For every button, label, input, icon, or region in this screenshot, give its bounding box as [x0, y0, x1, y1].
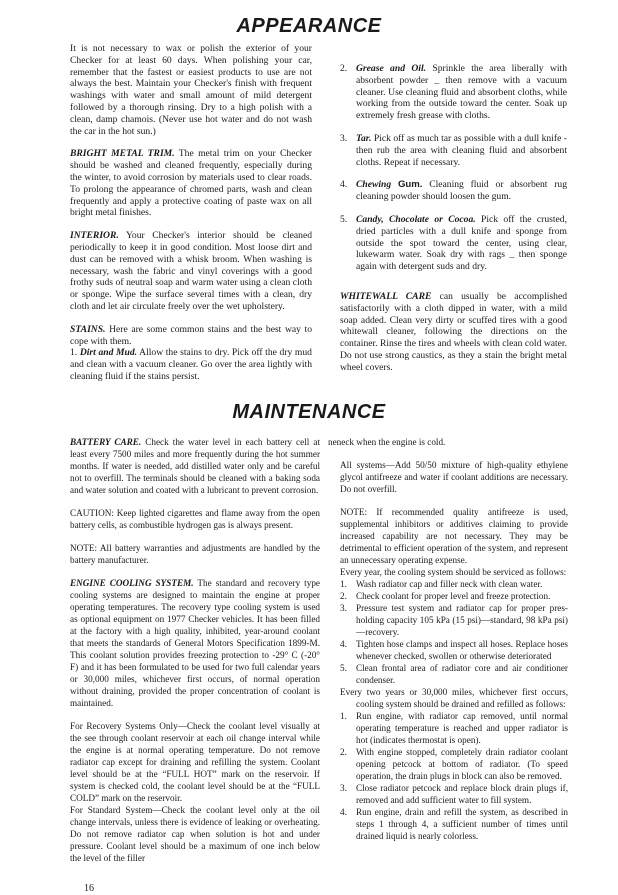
whitewall-lead: WHITEWALL CARE — [340, 290, 432, 302]
stain-lead: Candy, Chocolate or Cocoa. — [356, 213, 476, 225]
item-num: 2. — [340, 746, 347, 757]
cooling-paragraph — [70, 577, 320, 709]
stain-text: Sprinkle the area liberally with absorbent powder _ then remove with a vacuum cleaner. Use cleaning fluid and absorbent cloths, while working from the outside toward the center. Soak up extremely fresh grease with cloths. — [356, 63, 568, 122]
item-num: 2. — [340, 590, 347, 601]
item-text: Pressure test system and radiator cap for proper pres-holding capacity 105 kPa (15 psi)—standard, 98 kPa psi)—recovery. — [356, 602, 568, 637]
stain-item-1 — [70, 347, 312, 382]
whitewall-text: can usually be accomplished satisfactorily with a cloth dipped in water, with a mild soap added. Clean very dirty or scuffed tires with a good whitewall cleaner, following the directions on the container. Rinse the tires and wheels with clean cold water. Do not use strong caustics, as they a stain the bright metal wheel covers. — [340, 290, 567, 373]
item-num: 3. — [340, 602, 347, 613]
page-number: 16 — [84, 882, 94, 894]
maintenance-right-column — [328, 436, 568, 842]
interior-lead: INTERIOR. — [70, 230, 119, 242]
battery-paragraph — [70, 436, 320, 496]
item-text: Close radiator petcock and replace block drain plugs if, removed and add sufficient water to fill system. — [356, 782, 568, 805]
yearly-item — [340, 662, 568, 686]
interior-paragraph — [70, 230, 312, 313]
item-text: Run engine, with radiator cap removed, until normal operating temperature is reached and upper radiator is hot (indicates thermostat is open). — [356, 710, 568, 745]
stain-item-2 — [340, 63, 567, 122]
standard-paragraph: For Standard System—Check the coolant level only at the oil change intervals, unless there is evidence of leaking or overheating. Do not remove radiator cap when solution is hot and under pressure. Coolant level should be a maximum of one inch below the level of the filler — [70, 804, 320, 863]
stain-num: 3. — [340, 132, 348, 144]
item-num: 5. — [340, 662, 347, 673]
item-num: 4. — [340, 806, 347, 817]
interior-text: Your Checker's interior should be cleaned periodically to keep it in good condition. Most loose dirt and dust can be removed with a whisk broom. When washing is necessary, wash the fabric and vinyl coverings with a good frothy suds of neutral soap and warm water using a clean cloth or sponge. Wipe the surface several times with a clean, dry cloth and let air circulate freely over the wet upholstery. — [70, 230, 312, 312]
stain-text: Pick off as much tar as possible with a dull knife -then rub the area with cleaning fluid and absorbent cloths. Repeat if necessary. — [356, 132, 567, 168]
stain-item-4 — [340, 179, 567, 203]
stain-text: Cleaning fluid or absorbent rug cleaning powder should loosen the gum. — [356, 179, 568, 203]
item-num: 3. — [340, 782, 347, 793]
stain-text: Allow the stains to dry. Pick off the dry mud and clean with a vacuum cleaner. Go over the area lightly with cleaning fluid if the stains persist. — [70, 347, 312, 382]
all-systems-paragraph: All systems—Add 50/50 mixture of high-quality ethylene glycol antifreeze and water if coolant additions are necessary. Do not overfill. — [340, 459, 568, 494]
yearly-item — [340, 578, 568, 590]
maintenance-right-lists — [328, 506, 568, 842]
maintenance-heading: MAINTENANCE — [232, 400, 386, 423]
twoyear-item — [340, 746, 568, 782]
stain-lead: Dirt and Mud. — [79, 347, 138, 359]
twoyear-item — [340, 710, 568, 746]
stain-lead-gum: Gum. — [397, 179, 423, 191]
item-text: Run engine, drain and refill the system, as described in steps 1 through 4, a sufficient number of times until drained liquid is nearly colorless. — [356, 806, 568, 841]
stains-lead: STAINS. — [70, 323, 106, 335]
stain-num: 5. — [340, 213, 348, 225]
twoyear-intro: Every two years or 30,000 miles, whichever first occurs, cooling system should be drained and refilled as follows: — [340, 686, 568, 709]
standard-continued: neneck when the engine is cold. — [328, 436, 446, 447]
whitewall-paragraph — [340, 291, 567, 374]
yearly-intro: Every year, the cooling system should be serviced as follows: — [340, 566, 567, 577]
item-text: Clean frontal area of radiator core and air conditioner condenser. — [356, 662, 568, 685]
intro-paragraph: It is not necessary to wax or polish the exterior of your Checker for at least 60 days. When polishing your car, remember that the fastest or easiest products to use are not always the best. Maintain your Checker's finish with frequent washings with water and small amount of mild detergent followed by a thorough rinsing. Dry to a high polish with a clean, damp chamois. (Never use hot water and do not wash the car in the hot sun.) — [70, 43, 312, 137]
stain-lead: Tar. — [356, 132, 372, 144]
caution-paragraph: CAUTION: Keep lighted cigarettes and flame away from the open battery cells, as combustible hydrogen gas is always present. — [70, 507, 320, 530]
stain-lead: Grease and Oil. — [356, 63, 427, 74]
appearance-section — [0, 43, 618, 394]
stain-num: 1. — [70, 347, 78, 359]
yearly-item — [340, 638, 568, 662]
maintenance-section — [0, 436, 618, 875]
stains-text: Here are some common stains and the best way to cope with them. — [70, 323, 312, 347]
item-text: With engine stopped, completely drain radiator coolant opening petcock at bottom of radiator. (To speed operation, the drain plugs in block can also be removed. — [356, 746, 568, 781]
battery-text: Check the water level in each battery cell at least every 7500 miles and more frequently during the hot summer months. If water is needed, add distilled water only and be careful not to overfill. The terminals should be cleaned with a baking soda and water solution and coated with a lubricant to prevent corrosion. — [70, 436, 320, 495]
item-num: 4. — [340, 638, 347, 649]
stain-num: 4. — [340, 179, 348, 191]
appearance-heading: APPEARANCE — [236, 15, 382, 37]
twoyear-item — [340, 806, 568, 842]
battery-lead: BATTERY CARE. — [70, 436, 142, 447]
antifreeze-note: NOTE: If recommended quality antifreeze is used, supplemental inhibitors or additives claiming to provide increased capability are not necessary. They may be detrimental to efficient operation of the system, and represent an unnecessary operating expense. — [340, 506, 568, 565]
battery-note: NOTE: All battery warranties and adjustments are handled by the battery manufacturer. — [70, 542, 320, 565]
cooling-text: The standard and recovery type cooling systems are designed to maintain the engine at proper operating temperatures. The recovery type cooling system is used as optional equipment on 1977 Checker vehicles. It has been filled at the factory with a high quality, inhibited, year-around coolant that meets the standards of General Motors Specification 1899-M. This coolant solution provides freezing protection to -29° C (-20° F) and it has been formulated to be used for two full calendar years or 30,000 miles, whichever first occurs, of normal operation without draining, provided the proper concentration of coolant is maintained. — [70, 577, 320, 708]
stain-num: 2. — [340, 63, 348, 74]
yearly-list — [340, 578, 568, 686]
maintenance-left-column — [70, 436, 320, 875]
stains-paragraph — [70, 324, 312, 348]
trim-lead: BRIGHT METAL TRIM. — [70, 148, 175, 160]
item-num: 1. — [340, 578, 347, 589]
yearly-item — [340, 602, 568, 638]
yearly-item — [340, 590, 568, 602]
stain-text: Pick off the crusted, dried particles with a dull knife and sponge from outside the spot toward the center, using clear, lukewarm water. Soak dry with rags _ then sponge again with detergent suds and dry. — [356, 213, 567, 273]
cooling-lead: ENGINE COOLING SYSTEM. — [70, 577, 194, 588]
trim-text: The metal trim on your Checker should be washed and cleaned frequently, especially during the winter, to avoid corrosion by materials used to clear roads. To prolong the appearance of chromed parts, wash and clean frequently and apply a protective coating of paste wax on all bright metal finishes. — [70, 148, 312, 219]
stain-item-5 — [340, 214, 567, 273]
appearance-right-column — [340, 63, 567, 385]
twoyear-item — [340, 782, 568, 806]
item-text: Check coolant for proper level and freeze protection. — [356, 590, 551, 601]
stain-item-3 — [340, 133, 567, 168]
stain-lead: Chewing — [356, 179, 392, 191]
item-text: Wash radiator cap and filler neck with clean water. — [356, 578, 543, 589]
item-num: 1. — [340, 710, 347, 721]
twoyear-list — [340, 710, 568, 842]
trim-paragraph — [70, 148, 312, 219]
recovery-paragraph: For Recovery Systems Only—Check the coolant level visually at the see through coolant reservoir at each oil change interval while the engine is at normal operating temperature. Do not remove radiator cap except for draining and refilling the system. Coolant level should be at the “FULL HOT” mark on the reservoir. If system is checked cold, the coolant level should be at the “FULL COLD” mark on the reservoir. — [70, 720, 320, 803]
item-text: Tighten hose clamps and inspect all hoses. Replace hoses whenever checked, swollen or otherwise deteriorated — [356, 638, 568, 661]
appearance-left-column — [70, 43, 312, 394]
